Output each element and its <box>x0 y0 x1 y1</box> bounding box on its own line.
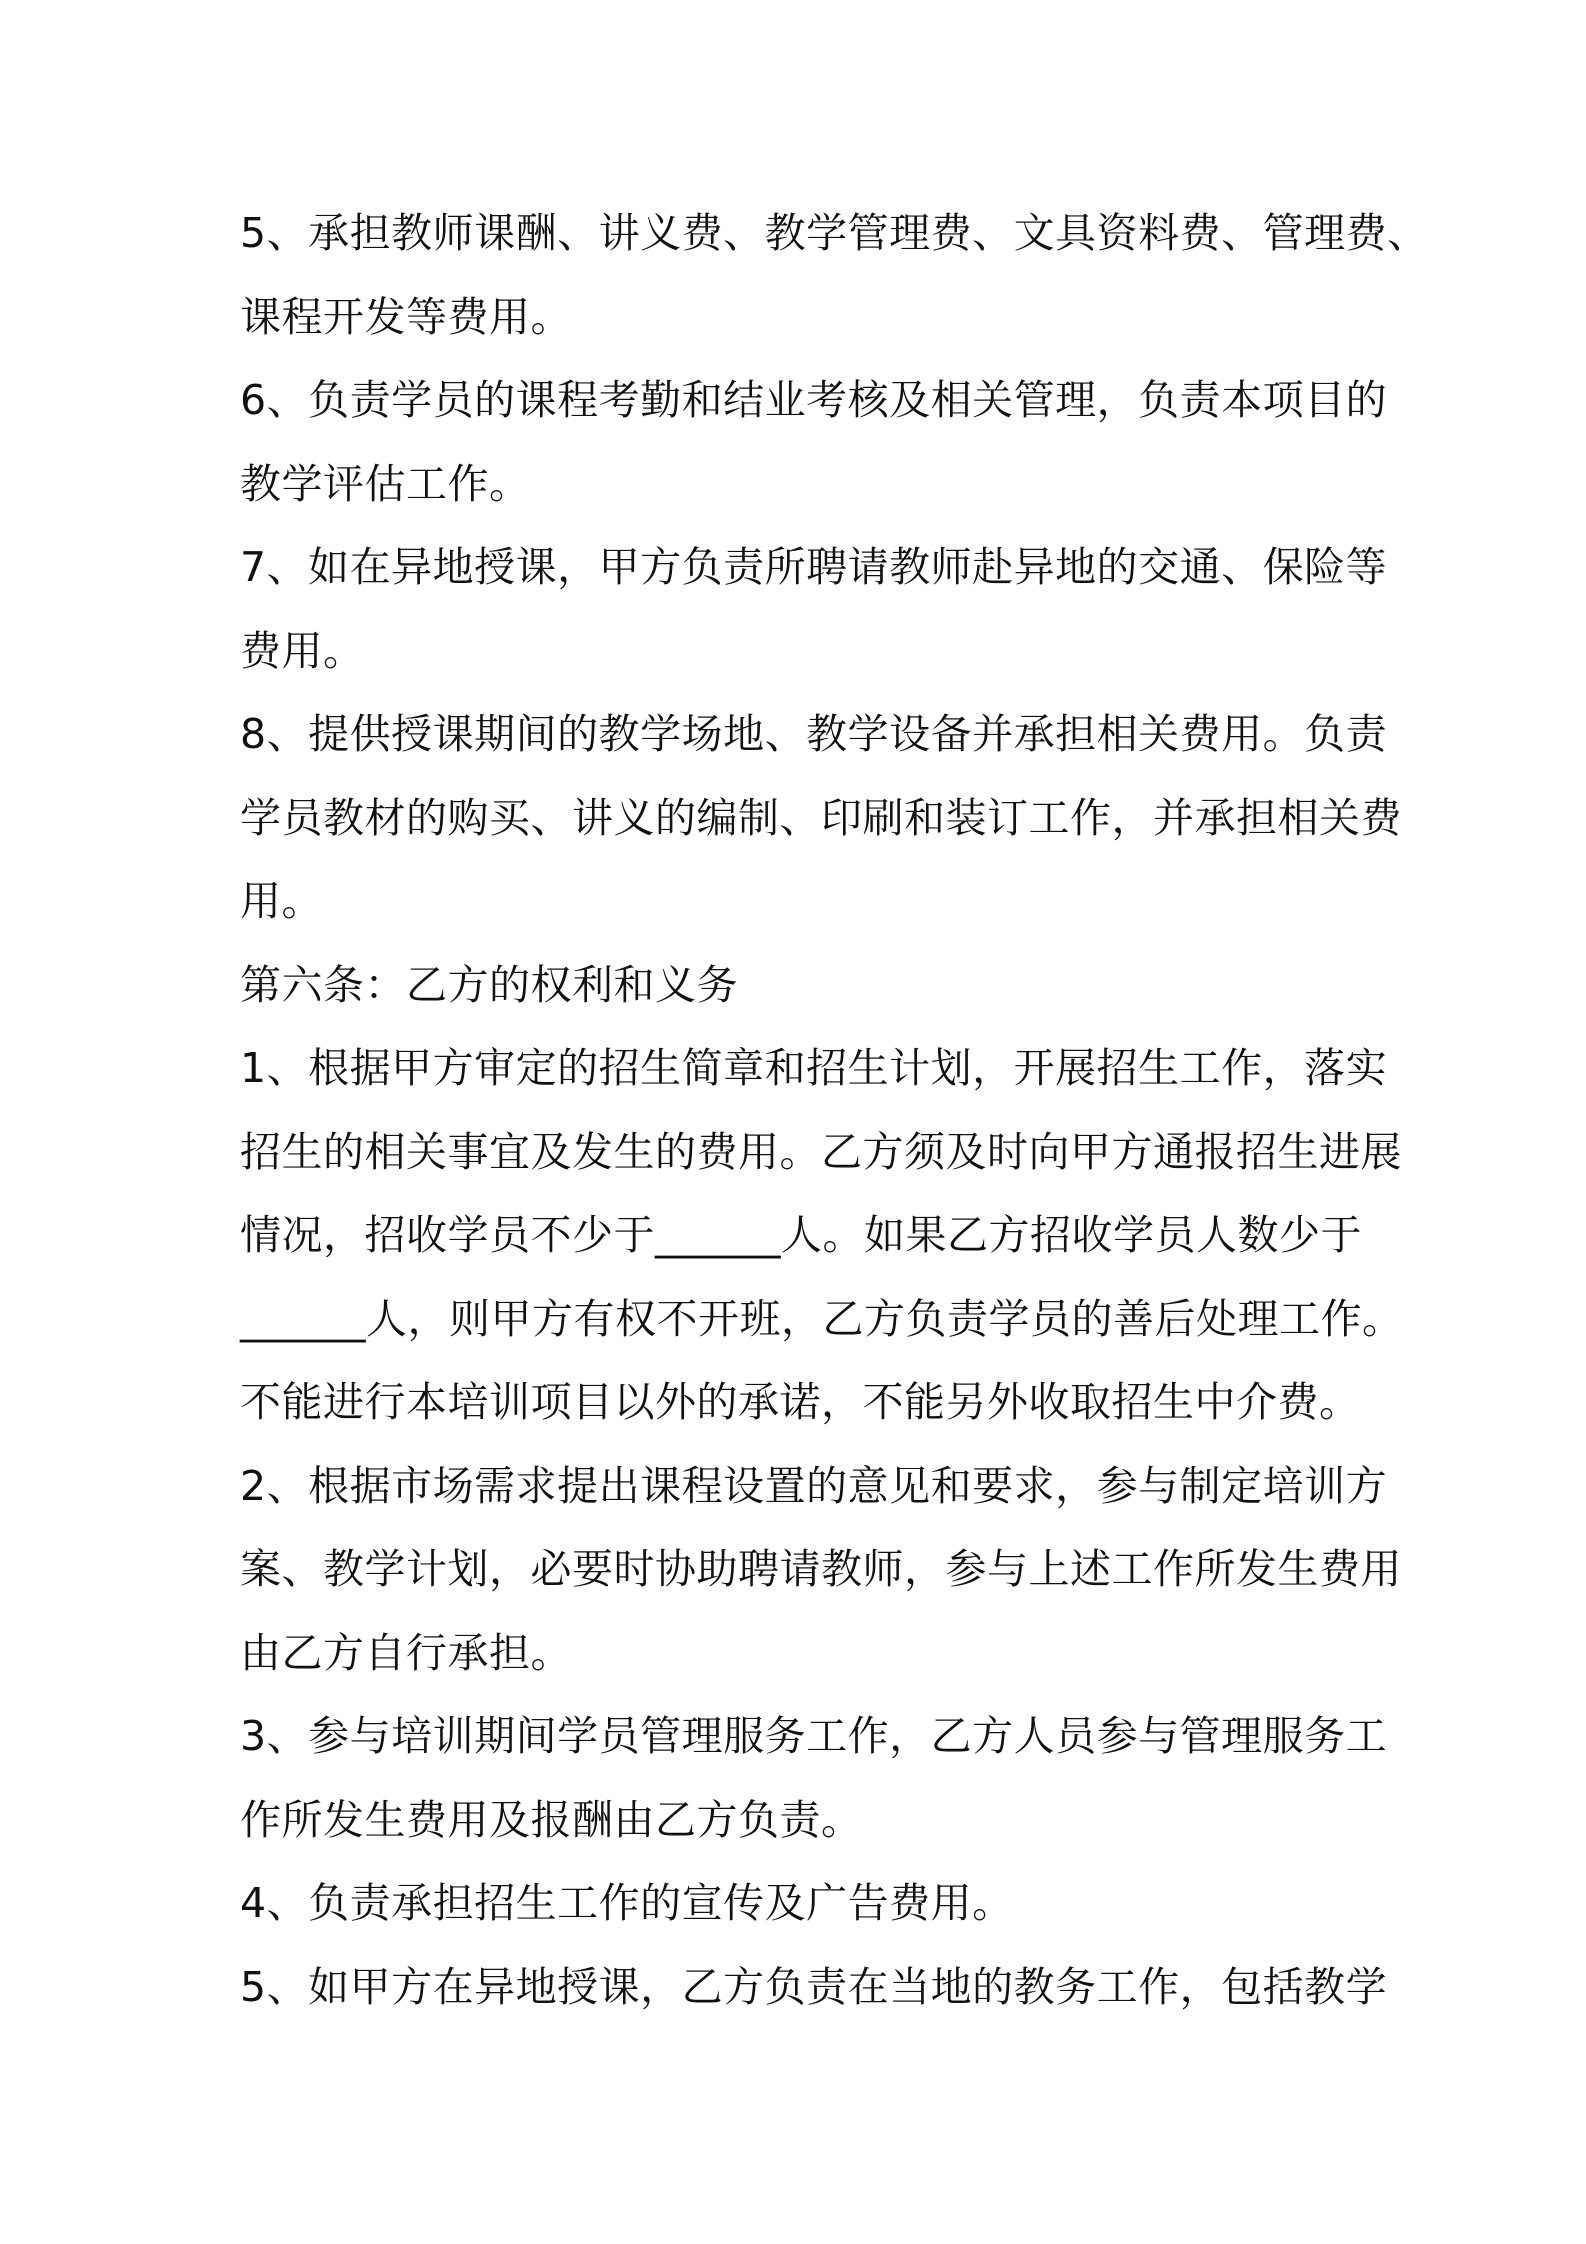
text-line: 案、教学计划，必要时协助聘请教师，参与上述工作所发生费用 <box>240 1545 1402 1593</box>
document-body <box>240 192 1429 2029</box>
text-line: 5、如甲方在异地授课，乙方负责在当地的教务工作，包括教学 <box>240 1962 1388 2011</box>
text-line: 用。 <box>240 877 323 925</box>
text-line: 课程开发等费用。 <box>240 292 572 341</box>
text-line: 招生的相关事宜及发生的费用。乙方须及时向甲方通报招生进展 <box>240 1127 1402 1176</box>
text-line: 情况，招收学员不少于______人。如果乙方招收学员人数少于 <box>240 1211 1362 1259</box>
text-line: 8、提供授课期间的教学场地、教学设备并承担相关费用。负责 <box>240 710 1388 758</box>
text-line: 由乙方自行承担。 <box>240 1628 572 1677</box>
text-line: 不能进行本培训项目以外的承诺，不能另外收取招生中介费。 <box>240 1378 1361 1426</box>
text-line: 费用。 <box>240 626 365 675</box>
text-line: 教学评估工作。 <box>240 459 531 508</box>
text-line: 6、负责学员的课程考勤和结业考核及相关管理，负责本项目的 <box>240 376 1388 424</box>
text-line: 2、根据市场需求提出课程设置的意见和要求，参与制定培训方 <box>240 1461 1388 1510</box>
text-line: ______人，则甲方有权不开班，乙方负责学员的善后处理工作。 <box>240 1294 1404 1343</box>
text-line: 学员教材的购买、讲义的编制、印刷和装订工作，并承担相关费 <box>240 793 1402 842</box>
text-line: 3、参与培训期间学员管理服务工作，乙方人员参与管理服务工 <box>240 1712 1388 1760</box>
text-line: 7、如在异地授课，甲方负责所聘请教师赴异地的交通、保险等 <box>240 543 1388 591</box>
text-line: 4、负责承担招生工作的宣传及广告费用。 <box>240 1879 1014 1927</box>
text-line: 1、根据甲方审定的招生简章和招生计划，开展招生工作，落实 <box>240 1044 1388 1092</box>
text-line: 作所发生费用及报酬由乙方负责。 <box>240 1795 863 1844</box>
text-line: 5、承担教师课酬、讲义费、教学管理费、文具资料费、管理费、 <box>240 209 1429 257</box>
section-heading: 第六条：乙方的权利和义务 <box>240 960 738 1009</box>
